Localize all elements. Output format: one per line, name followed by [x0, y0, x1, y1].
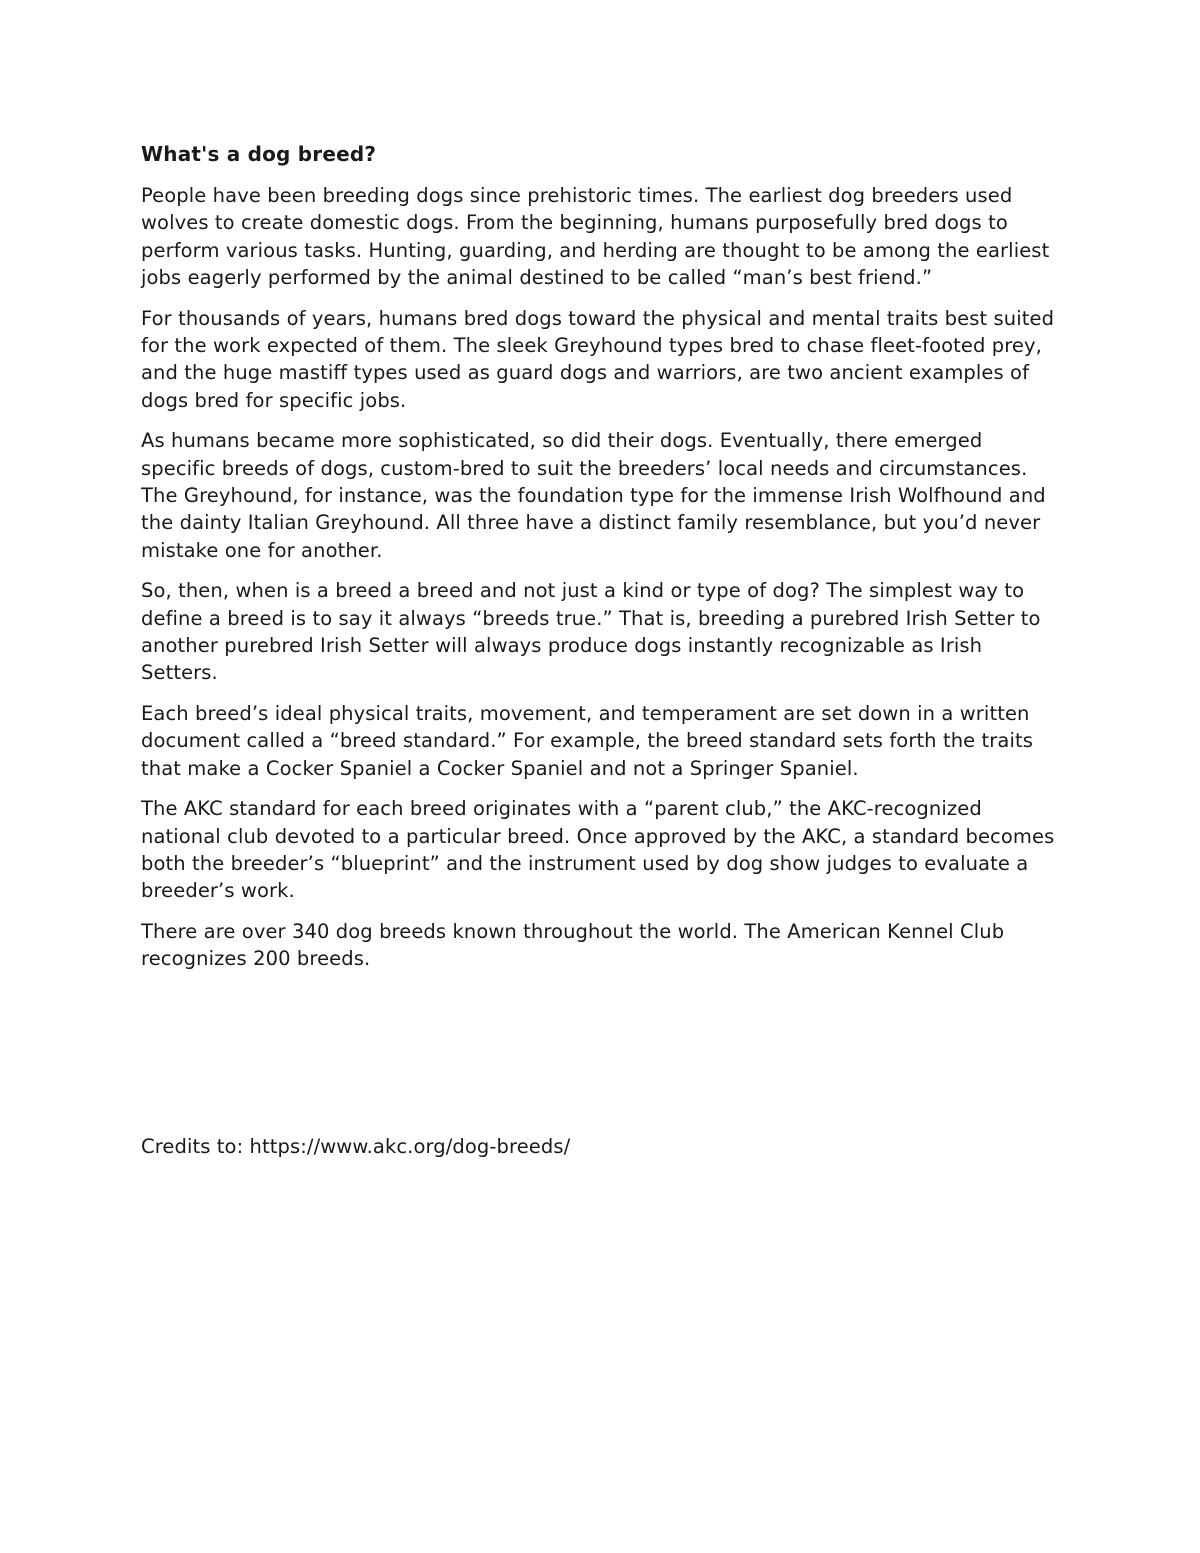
paragraph-breed-count: There are over 340 dog breeds known throughout the world. The American Kennel Club recognizes 200 breeds.: [141, 920, 1005, 971]
document-body: [141, 138, 1061, 986]
paragraph-prehistoric-breeding: People have been breeding dogs since prehistoric times. The earliest dog breeders used wolves to create domestic dogs. From the beginning, humans purposefully bred dogs to perform various tasks. Hunting, guarding, and herding are thought to be among the earliest jobs eagerly performed by the animal destined to be called “man’s best friend.”: [141, 184, 1050, 289]
paragraph-parent-club: The AKC standard for each breed originates with a “parent club,” the AKC-recognized national club devoted to a particular breed. Once approved by the AKC, a standard becomes both the breeder’s “blueprint” and the instrument used by dog show judges to evaluate a breeder’s work.: [141, 797, 1055, 903]
paragraph-breed-standard: Each breed’s ideal physical traits, movement, and temperament are set down in a written document called a “breed standard.” For example, the breed standard sets forth the traits that make a Cocker Spaniel a Cocker Spaniel and not a Springer Spaniel.: [141, 702, 1033, 780]
credits-line: Credits to: https://www.akc.org/dog-breeds/: [141, 1135, 571, 1158]
document-title: What's a dog breed?: [141, 142, 377, 166]
paragraph-specific-breeds: As humans became more sophisticated, so did their dogs. Eventually, there emerged specific breeds of dogs, custom-bred to suit the breeders’ local needs and circumstances. The Greyhound, for instance, was the foundation type for the immense Irish Wolfhound and the dainty Italian Greyhound. All three have a distinct family resemblance, but you’d never mistake one for another.: [141, 429, 1046, 562]
paragraph-breeds-true: So, then, when is a breed a breed and not just a kind or type of dog? The simplest way to define a breed is to say it always “breeds true.” That is, breeding a purebred Irish Setter to another purebred Irish Setter will always produce dogs instantly recognizable as Irish Setters.: [141, 579, 1041, 685]
paragraph-traits: For thousands of years, humans bred dogs toward the physical and mental traits best suited for the work expected of them. The sleek Greyhound types bred to chase fleet-footed prey, and the huge mastiff types used as guard dogs and warriors, are two ancient examples of dogs bred for specific jobs.: [141, 306, 1055, 412]
